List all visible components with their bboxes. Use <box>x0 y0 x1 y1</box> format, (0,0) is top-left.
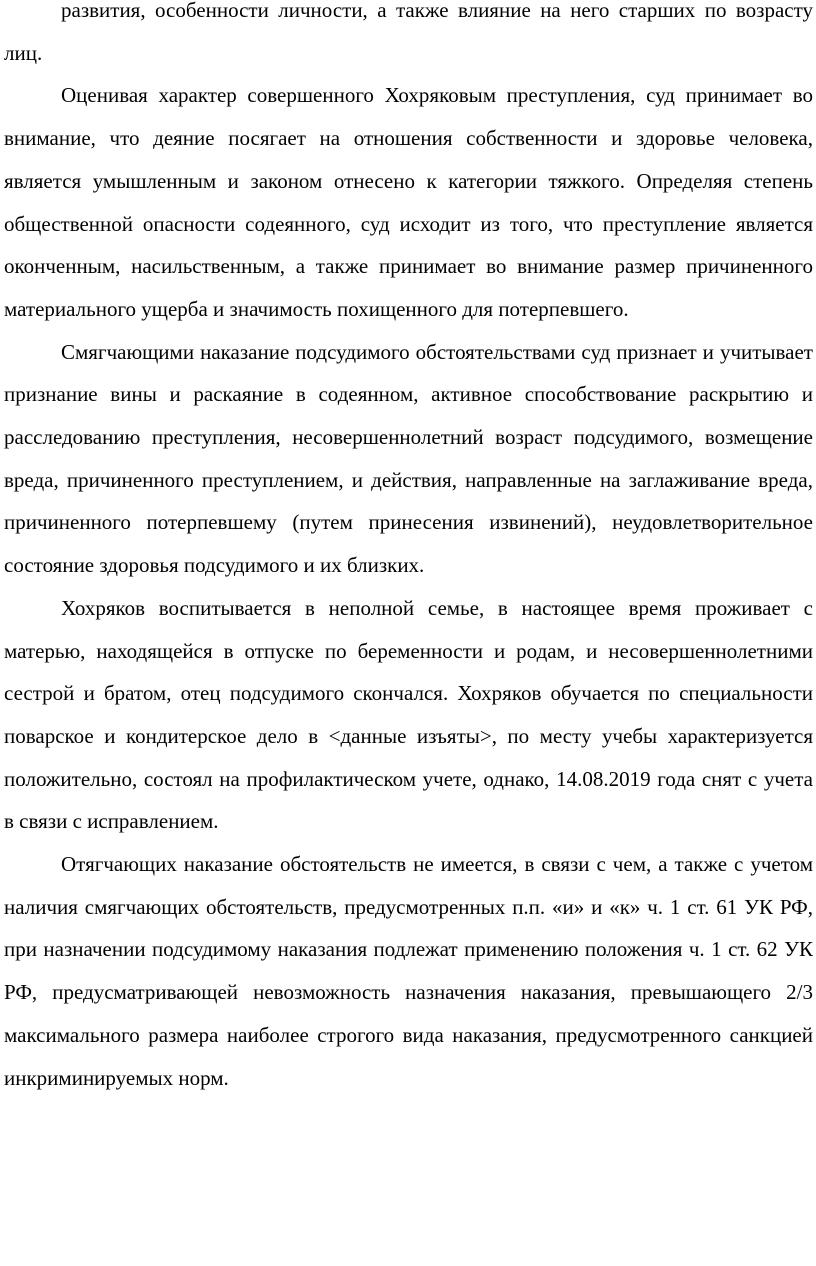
paragraph-offense-assessment: Оценивая характер совершенного Хохряковым преступления, суд принимает во внимание, что деяние посягает на отношения собственности и здоровье человека, является умышленным и законом отнесено к категории тяжкого. Определяя степень общественной опасности содеянного, суд исходит из того, что преступление является оконченным, насильственным, а также принимает во внимание размер причиненного материального ущерба и значимость похищенного для потерпевшего. <box>4 83 813 321</box>
paragraph-aggravating-circumstances: Отягчающих наказание обстоятельств не имеется, в связи с чем, а также с учетом наличия смягчающих обстоятельств, предусмотренных п.п. «и» и «к» ч. 1 ст. 61 УК РФ, при назначении подсудимому наказания подлежат применению положения ч. 1 ст. 62 УК РФ, предусматривающей невозможность назначения наказания, превышающего 2/3 максимального размера наиболее строгого вида наказания, предусмотренного санкцией инкриминируемых норм. <box>4 852 813 1090</box>
paragraph-mitigating-circumstances: Смягчающими наказание подсудимого обстоятельствами суд признает и учитывает признание вины и раскаяние в содеянном, активное способствование раскрытию и расследованию преступления, несовершеннолетний возраст подсудимого, возмещение вреда, причиненного преступлением, и действия, направленные на заглаживание вреда, причиненного потерпевшему (путем принесения извинений), неудовлетворительное состояние здоровья подсудимого и их близких. <box>4 339 813 578</box>
paragraph-continuation: развития, особенности личности, а также влияние на него старших по возрасту лиц. <box>4 0 813 65</box>
paragraph-defendant-characteristics: Хохряков воспитывается в неполной семье, в настоящее время проживает с матерью, находящейся в отпуске по беременности и родам, и несовершеннолетними сестрой и братом, отец подсудимого скончался. Хохряков обучается по специальности поварское и кондитерское дело в <данные изъяты>, по месту учебы характеризуется положительно, состоял на профилактическом учете, однако, 14.08.2019 года снят с учета в связи с исправлением. <box>4 595 813 834</box>
